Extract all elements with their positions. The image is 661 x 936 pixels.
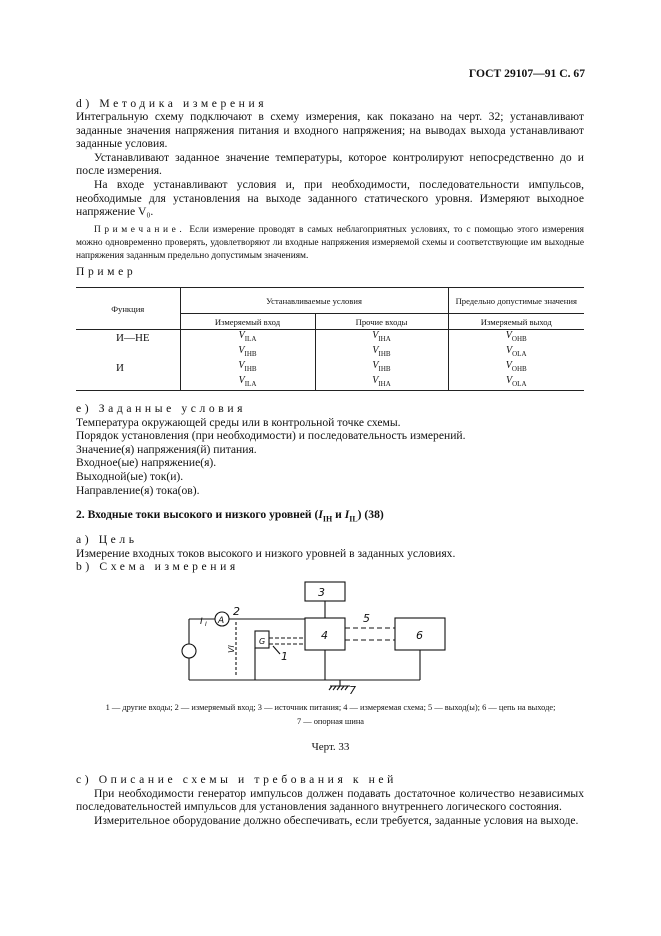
voltage-symbol: $V_{OLA}$: [506, 375, 527, 388]
subheader-measured-input: Измеряемый вход: [180, 314, 315, 330]
condition-item: Выходной(ые) ток(и).: [76, 469, 184, 483]
cell-other: [315, 360, 448, 391]
cell-function: И: [76, 360, 180, 391]
section-a-heading: a) Цель: [76, 533, 138, 546]
label-2: 2: [233, 605, 240, 618]
note-text: Если измерение проводят в самых неблагоприятных условиях, то с помощью этого измерения можно одновременно проверять, удовлетворяют ли входные напряжения измеряемой схемы и соответствующие им выходные напряжения заданным предельно допустимым значениям.: [76, 225, 584, 261]
section-c: [76, 773, 584, 827]
cell-values: [316, 330, 448, 360]
caption-line: 1 — другие входы; 2 — измеряемый вход; 3 — источник питания; 4 — измеряемая схема; 5 — выход(ы); 6 — цепь на выходе;: [105, 703, 556, 712]
caption-line: 7 — опорная шина: [296, 717, 365, 726]
col-header-function: Функция: [76, 288, 180, 330]
page-header: ГОСТ 29107—91 С. 67: [468, 67, 585, 80]
voltage-symbol: $V_{IHB}$: [238, 345, 257, 358]
paragraph-text: Интегральную схему подключают в схему измерения, как показано на черт. 32; устанавливают заданные значения напряжения питания и входного напряжения; на выводах выхода устанавливают заданные условия.: [76, 110, 584, 151]
label-5: 5: [363, 612, 370, 625]
voltage-symbol: $V_{IHA}$: [372, 375, 391, 388]
table-row: [76, 360, 584, 391]
condition-item: Значение(я) напряжения(й) питания.: [76, 442, 257, 456]
section-c-paragraph: Измерительное оборудование должно обеспечивать, если требуется, заданные условия на выходе.: [94, 813, 579, 827]
current-label: I: [200, 617, 203, 627]
condition-item: Температура окружающей среды или в контрольной точке схемы.: [76, 415, 401, 429]
figure-label: Черт. 33: [311, 741, 350, 753]
cell-values: [181, 330, 315, 360]
voltage-source: [182, 644, 196, 658]
conditions-table: [76, 287, 584, 391]
section-e-heading: e) Заданные условия: [76, 402, 247, 415]
title-part: 2. Входные токи высокого и низкого уровней (: [76, 508, 319, 521]
section-c-heading: c) Описание схемы и требования к ней: [76, 773, 397, 786]
cell-function: И—НЕ: [76, 330, 180, 361]
ammeter-label: A: [218, 616, 225, 626]
cell-measured: [180, 330, 315, 361]
cell-other: [315, 330, 448, 361]
subheader-other-inputs: Прочие входы: [315, 314, 448, 330]
voltage-symbol: $V_{IHA}$: [372, 330, 391, 343]
figure-caption: [40, 701, 621, 729]
voltage-symbol: $V_{OHB}$: [505, 360, 527, 373]
symbol-i: I: [344, 508, 350, 521]
col-header-conditions: Устанавливаемые условия: [180, 288, 448, 314]
cell-values: [181, 360, 315, 390]
voltage-symbol: $V_{IHB}$: [372, 360, 391, 373]
measure-voltage-text: На входе устанавливают условия и, при необходимости, последовательности импульсов, необходимые для установления на выходе заданного статического уровня. Измеряют выходное напряжение V₀.: [76, 177, 584, 219]
section-a-text: Измерение входных токов высокого и низкого уровней в заданных условиях.: [76, 546, 456, 560]
voltage-label: VI: [227, 645, 236, 653]
section-c-paragraph: При необходимости генератор импульсов должен подавать достаточное количество независимых последовательностей импульсов для установления заданного внутреннего логического состояния.: [76, 786, 584, 814]
circuit-diagram: [175, 578, 475, 698]
title-part: ) (38): [357, 508, 384, 521]
cell-values: [449, 330, 585, 360]
symbol-i: I: [318, 508, 323, 521]
section-2-ab: [76, 533, 584, 574]
section-2-title: [76, 508, 384, 526]
section-d-paragraph-1: [76, 110, 584, 219]
voltage-symbol: $V_{IHB}$: [238, 360, 257, 373]
generator-label: G: [259, 637, 266, 646]
voltage-symbol: $V_{ILA}$: [238, 330, 257, 343]
symbol-sub: IH: [322, 514, 333, 524]
section-d-heading: d) Методика измерения: [76, 97, 268, 110]
voltage-symbol: $V_{ILA}$: [238, 375, 257, 388]
current-sub-label: I: [205, 621, 207, 628]
label-1: 1: [281, 650, 288, 663]
label-4: 4: [321, 629, 328, 642]
condition-item: Направление(я) тока(ов).: [76, 483, 200, 497]
label-6: 6: [416, 629, 423, 642]
condition-item: Входное(ые) напряжение(я).: [76, 456, 217, 470]
symbol-sub: IL: [349, 514, 358, 524]
cell-measured: [180, 360, 315, 391]
note-block: [76, 224, 584, 263]
subheader-measured-output: Измеряемый выход: [448, 314, 584, 330]
col-header-limits: Предельно допустимые значения: [448, 288, 584, 314]
title-part: и: [332, 508, 345, 521]
power-supply-box: [305, 582, 345, 601]
label-3: 3: [318, 586, 325, 599]
voltage-symbol: $V_{IHB}$: [372, 345, 391, 358]
cell-output: [448, 330, 584, 361]
note-label: Примечание.: [94, 225, 186, 235]
voltage-symbol: $V_{OHB}$: [505, 330, 527, 343]
paragraph-text: Устанавливают заданное значение температуры, которое контролируют непосредственно до и после измерения.: [76, 150, 584, 178]
example-label: Пример: [76, 265, 137, 278]
cell-values: [316, 360, 448, 390]
cell-output: [448, 360, 584, 391]
paragraph-text: [76, 178, 584, 219]
label-7: 7: [349, 684, 356, 697]
section-b-heading: b) Схема измерения: [76, 560, 239, 574]
voltage-symbol: $V_{OLA}$: [506, 345, 527, 358]
condition-item: Порядок установления (при необходимости) и последовательность измерений.: [76, 429, 466, 443]
table-row: [76, 330, 584, 361]
cell-values: [449, 360, 585, 390]
section-e: [76, 402, 584, 497]
